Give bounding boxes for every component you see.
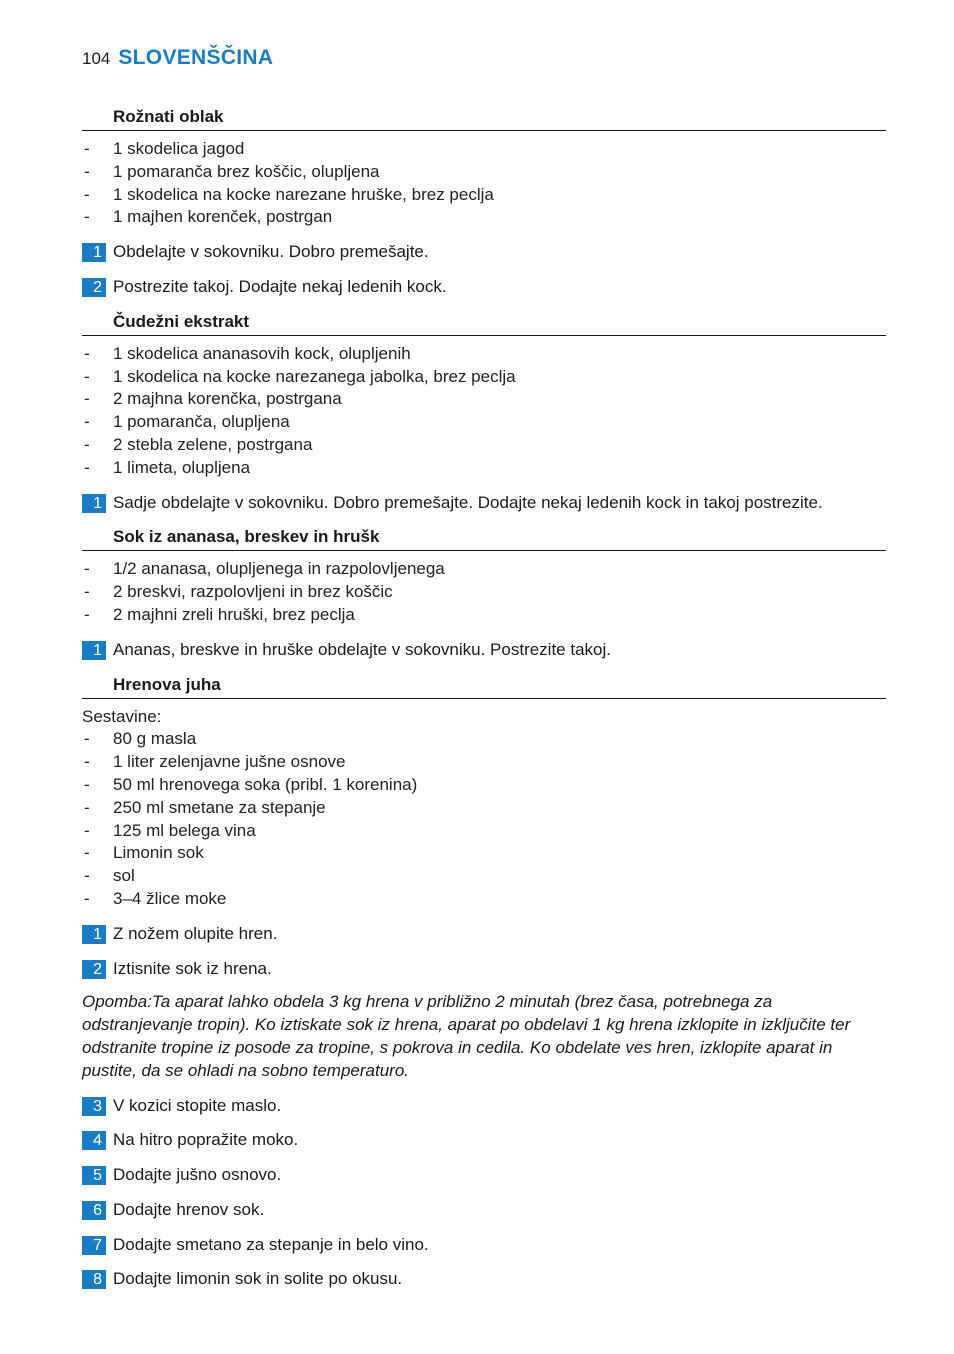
step-number-badge: 1: [82, 494, 106, 513]
ingredient-item: - 125 ml belega vina: [82, 820, 886, 843]
section-language-title: SLOVENŠČINA: [118, 46, 274, 69]
step: [82, 1199, 886, 1222]
step-text: Z nožem olupite hren.: [113, 923, 278, 943]
ingredient-list: [82, 558, 886, 626]
recipe-section: [82, 525, 886, 661]
step-text: Dodajte limonin sok in solite po okusu.: [113, 1269, 403, 1289]
step-number-badge: 8: [82, 1270, 106, 1289]
step-number-badge: 5: [82, 1166, 106, 1185]
step-text: Dodajte smetano za stepanje in belo vino.: [113, 1234, 429, 1254]
step-number-badge: 6: [82, 1201, 106, 1220]
step-text: Postrezite takoj. Dodajte nekaj ledenih kock.: [113, 276, 447, 296]
step-number-badge: 7: [82, 1236, 106, 1255]
recipe-title: Rožnati oblak: [82, 105, 886, 131]
step-number-badge: 1: [82, 243, 106, 262]
ingredient-list: [82, 343, 886, 480]
ingredient-item: - 250 ml smetane za stepanje: [82, 797, 886, 820]
step-number-badge: 3: [82, 1097, 106, 1116]
ingredient-item: - 50 ml hrenovega soka (pribl. 1 korenina): [82, 774, 886, 797]
step: [82, 1095, 886, 1118]
step-number-badge: 4: [82, 1131, 106, 1150]
step-text: Dodajte jušno osnovo.: [113, 1165, 282, 1185]
ingredient-item: - sol: [82, 865, 886, 888]
ingredient-item: - 2 breskvi, razpolovljeni in brez koščic: [82, 581, 886, 604]
recipe-title: Sok iz ananasa, breskev in hrušk: [82, 525, 886, 551]
ingredient-item: - 2 stebla zelene, postrgana: [82, 434, 886, 457]
step-text: Iztisnite sok iz hrena.: [113, 958, 272, 978]
step: [82, 276, 886, 299]
page-number: 104: [82, 49, 111, 68]
step: [82, 241, 886, 264]
ingredient-item: - 1 skodelica jagod: [82, 138, 886, 161]
recipe-title: Čudežni ekstrakt: [82, 310, 886, 336]
recipe-section: [82, 310, 886, 515]
step-text: Obdelajte v sokovniku. Dobro premešajte.: [113, 242, 429, 262]
ingredient-item: - 1 limeta, olupljena: [82, 457, 886, 480]
note-paragraph: Opomba:Ta aparat lahko obdela 3 kg hrena v približno 2 minutah (brez časa, potrebnega za odstranjevanje tropin). Ko iztiskate sok iz hrena, aparat po obdelavi 1 kg hrena izklopite in izključite ter odstranite tropine iz posode za tropine, s pokrova in cedila. Ko obdelate ves hren, izklopite aparat in pustite, da se ohladi na sobno temperaturo.: [82, 992, 851, 1080]
step: [82, 1164, 886, 1187]
recipe-section: [82, 673, 886, 1292]
ingredients-intro: Sestavine:: [82, 706, 162, 726]
ingredient-item: - 1 liter zelenjavne jušne osnove: [82, 751, 886, 774]
step: [82, 1268, 886, 1291]
page-header: [82, 46, 273, 70]
step: [82, 492, 886, 515]
ingredient-item: - 1 skodelica na kocke narezanega jabolka, brez peclja: [82, 366, 886, 389]
step: [82, 923, 886, 946]
step: [82, 1234, 886, 1257]
step: [82, 958, 886, 981]
step-text: Ananas, breskve in hruške obdelajte v sokovniku. Postrezite takoj.: [113, 639, 611, 659]
step-number-badge: 1: [82, 641, 106, 660]
ingredient-item: - 2 majhna korenčka, postrgana: [82, 388, 886, 411]
ingredient-item: - 1 pomaranča brez koščic, olupljena: [82, 161, 886, 184]
step-text: Na hitro popražite moko.: [113, 1130, 299, 1150]
recipe-content: [82, 105, 886, 1291]
ingredient-list: [82, 138, 886, 229]
ingredient-item: - 2 majhni zreli hruški, brez peclja: [82, 604, 886, 627]
ingredient-item: - 80 g masla: [82, 728, 886, 751]
step-text: Sadje obdelajte v sokovniku. Dobro premešajte. Dodajte nekaj ledenih kock in takoj postrezite.: [113, 492, 823, 512]
step-number-badge: 1: [82, 925, 106, 944]
step-number-badge: 2: [82, 960, 106, 979]
ingredient-item: - 1 majhen korenček, postrgan: [82, 206, 886, 229]
ingredient-list: [82, 728, 886, 910]
ingredient-item: - 1 skodelica ananasovih kock, olupljenih: [82, 343, 886, 366]
ingredient-item: - 1/2 ananasa, olupljenega in razpolovljenega: [82, 558, 886, 581]
step-text: V kozici stopite maslo.: [113, 1095, 282, 1115]
ingredient-item: - 3–4 žlice moke: [82, 888, 886, 911]
step-text: Dodajte hrenov sok.: [113, 1199, 265, 1219]
step-number-badge: 2: [82, 278, 106, 297]
recipe-section: [82, 105, 886, 299]
recipe-title: Hrenova juha: [82, 673, 886, 699]
step: [82, 639, 886, 662]
ingredient-item: - 1 pomaranča, olupljena: [82, 411, 886, 434]
ingredient-item: - 1 skodelica na kocke narezane hruške, brez peclja: [82, 184, 886, 207]
step: [82, 1129, 886, 1152]
ingredient-item: - Limonin sok: [82, 842, 886, 865]
